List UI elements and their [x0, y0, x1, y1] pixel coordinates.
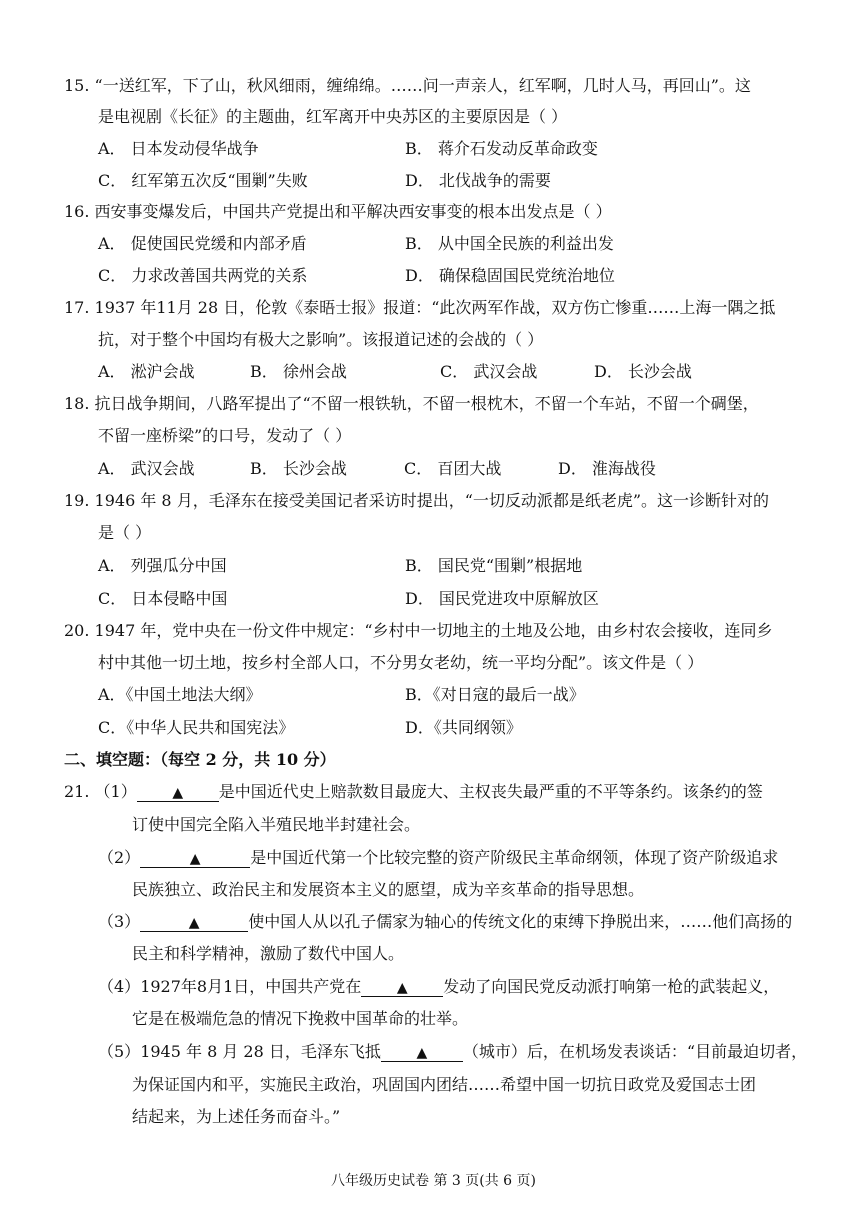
q21-part-4-line2: 它是在极端危急的情况下挽救中国革命的壮举。	[132, 1009, 469, 1028]
q21-part-3-line2: 民主和科学精神，激励了数代中国人。	[132, 944, 405, 963]
q21-part-3-label: （3）	[98, 912, 141, 931]
q21-part-5-label: （5）	[98, 1042, 141, 1061]
q20-option-b: B．《对日寇的最后一战》	[405, 685, 585, 704]
q16-option-d: D． 确保稳固国民党统治地位	[405, 266, 615, 285]
q20-option-d: D．《共同纲领》	[405, 718, 522, 737]
q21-part-4-blank[interactable]	[361, 978, 443, 997]
section-2-heading: 二、填空题：（每空 2 分，共 10 分）	[64, 750, 336, 769]
q15-stem-line1: 15. “一送红军，下了山，秋风细雨，缠绵绵。……问一声亲人，红军啊，几时人马，再回山”。这	[64, 76, 751, 95]
q21-part-2-line1	[98, 848, 778, 868]
q15-option-b: B． 蒋介石发动反革命政变	[405, 139, 598, 158]
q20-option-c: C．《中华人民共和国宪法》	[98, 718, 295, 737]
q15-option-d: D． 北伐战争的需要	[405, 171, 551, 190]
q16-option-a: A． 促使国民党缓和内部矛盾	[98, 234, 307, 253]
q21-part-2-blank[interactable]	[140, 849, 250, 868]
q20-stem-line2: 村中其他一切土地，按乡村全部人口，不分男女老幼，统一平均分配”。该文件是（ ）	[98, 653, 704, 672]
q21-part-2-text: 是中国近代第一个比较完整的资产阶级民主革命纲领，体现了资产阶级追求	[250, 848, 779, 867]
q17-option-a: A． 淞沪会战	[98, 362, 195, 381]
q18-option-a: A． 武汉会战	[98, 459, 195, 478]
q19-option-c: C． 日本侵略中国	[98, 589, 228, 608]
q20-stem-line1: 20. 1947 年，党中央在一份文件中规定：“乡村中一切地主的土地及公地，由乡村农会接收，连同乡	[64, 621, 773, 640]
q21-number: 21.	[64, 782, 90, 801]
q17-stem-line2: 抗，对于整个中国均有极大之影响”。该报道记述的会战的（ ）	[98, 330, 544, 349]
q21-part-5-line1	[98, 1042, 807, 1062]
q17-stem-line1: 17. 1937 年11月 28 日，伦敦《泰晤士报》报道：“此次两军作战，双方伤亡惨重……上海一隅之抵	[64, 298, 776, 317]
q21-part-4-line1	[98, 977, 779, 997]
q18-option-c: C． 百团大战	[404, 459, 502, 478]
q21-part-2-line2: 民族独立、政治民主和发展资本主义的愿望，成为辛亥革命的指导思想。	[132, 880, 645, 899]
q21-part-5-line2: 为保证国内和平，实施民主政治，巩固国内团结……希望中国一切抗日政党及爱国志士团	[132, 1075, 757, 1094]
blank-triangle-icon: ▲	[416, 1045, 428, 1061]
q16-stem-line1: 16. 西安事变爆发后，中国共产党提出和平解决西安事变的根本出发点是（ ）	[64, 202, 612, 221]
blank-triangle-icon: ▲	[396, 980, 408, 996]
q16-option-c: C． 力求改善国共两党的关系	[98, 266, 308, 285]
q17-option-b: B． 徐州会战	[250, 362, 347, 381]
q18-option-b: B． 长沙会战	[250, 459, 347, 478]
q18-stem-line2: 不留一座桥梁”的口号，发动了（ ）	[98, 426, 352, 445]
q21-part-1-line2: 订使中国完全陷入半殖民地半封建社会。	[132, 815, 421, 834]
blank-triangle-icon: ▲	[188, 915, 200, 931]
q21-part-4-lead: 1927年8月1日，中国共产党在	[140, 977, 362, 996]
q19-stem-line2: 是（ ）	[98, 523, 152, 542]
q20-option-a: A．《中国土地法大纲》	[98, 685, 262, 704]
q19-option-a: A． 列强瓜分中国	[98, 556, 227, 575]
q21-part-2-label: （2）	[98, 848, 141, 867]
blank-triangle-icon: ▲	[172, 785, 184, 801]
page-footer: 八年级历史试卷 第 3 页(共 6 页)	[331, 1173, 536, 1189]
q18-stem-line1: 18. 抗日战争期间，八路军提出了“不留一根铁轨，不留一根枕木，不留一个车站，不留一个碉堡，	[64, 394, 759, 413]
q21-part-3-blank[interactable]	[140, 913, 248, 932]
q17-option-c: C． 武汉会战	[440, 362, 538, 381]
q18-option-d: D． 淮海战役	[558, 459, 656, 478]
q21-part-4-text: 发动了向国民党反动派打响第一枪的武装起义，	[443, 977, 780, 996]
q21-part-1-text: 是中国近代史上赔款数目最庞大、主权丧失最严重的不平等条约。该条约的签	[218, 782, 763, 801]
q17-option-d: D． 长沙会战	[594, 362, 692, 381]
q21-part-1-line1	[64, 782, 763, 802]
q19-option-d: D． 国民党进攻中原解放区	[405, 589, 599, 608]
q15-stem-line2: 是电视剧《长征》的主题曲，红军离开中央苏区的主要原因是（ ）	[98, 107, 568, 126]
q21-part-5-text: （城市）后，在机场发表谈话：“目前最迫切者，	[462, 1042, 808, 1061]
q21-part-4-label: （4）	[98, 977, 141, 996]
blank-triangle-icon: ▲	[189, 851, 201, 867]
q15-option-c: C． 红军第五次反“围剿”失败	[98, 171, 308, 190]
q21-part-5-line3: 结起来，为上述任务而奋斗。”	[132, 1107, 341, 1126]
q21-part-1-blank[interactable]	[137, 783, 219, 802]
q21-part-3-text: 使中国人从以孔子儒家为轴心的传统文化的束缚下挣脱出来，……他们高扬的	[248, 912, 793, 931]
q19-stem-line1: 19. 1946 年 8 月，毛泽东在接受美国记者采访时提出，“一切反动派都是纸老虎”。这一诊断针对的	[64, 491, 770, 510]
q19-option-b: B． 国民党“围剿”根据地	[405, 556, 583, 575]
q21-part-5-blank[interactable]	[381, 1043, 463, 1062]
q15-option-a: A． 日本发动侵华战争	[98, 139, 259, 158]
q21-part-5-lead: 1945 年 8 月 28 日，毛泽东飞抵	[140, 1042, 381, 1061]
q16-option-b: B． 从中国全民族的利益出发	[405, 234, 614, 253]
q21-part-3-line1	[98, 912, 792, 932]
q21-part-1-label: （1）	[94, 782, 137, 801]
